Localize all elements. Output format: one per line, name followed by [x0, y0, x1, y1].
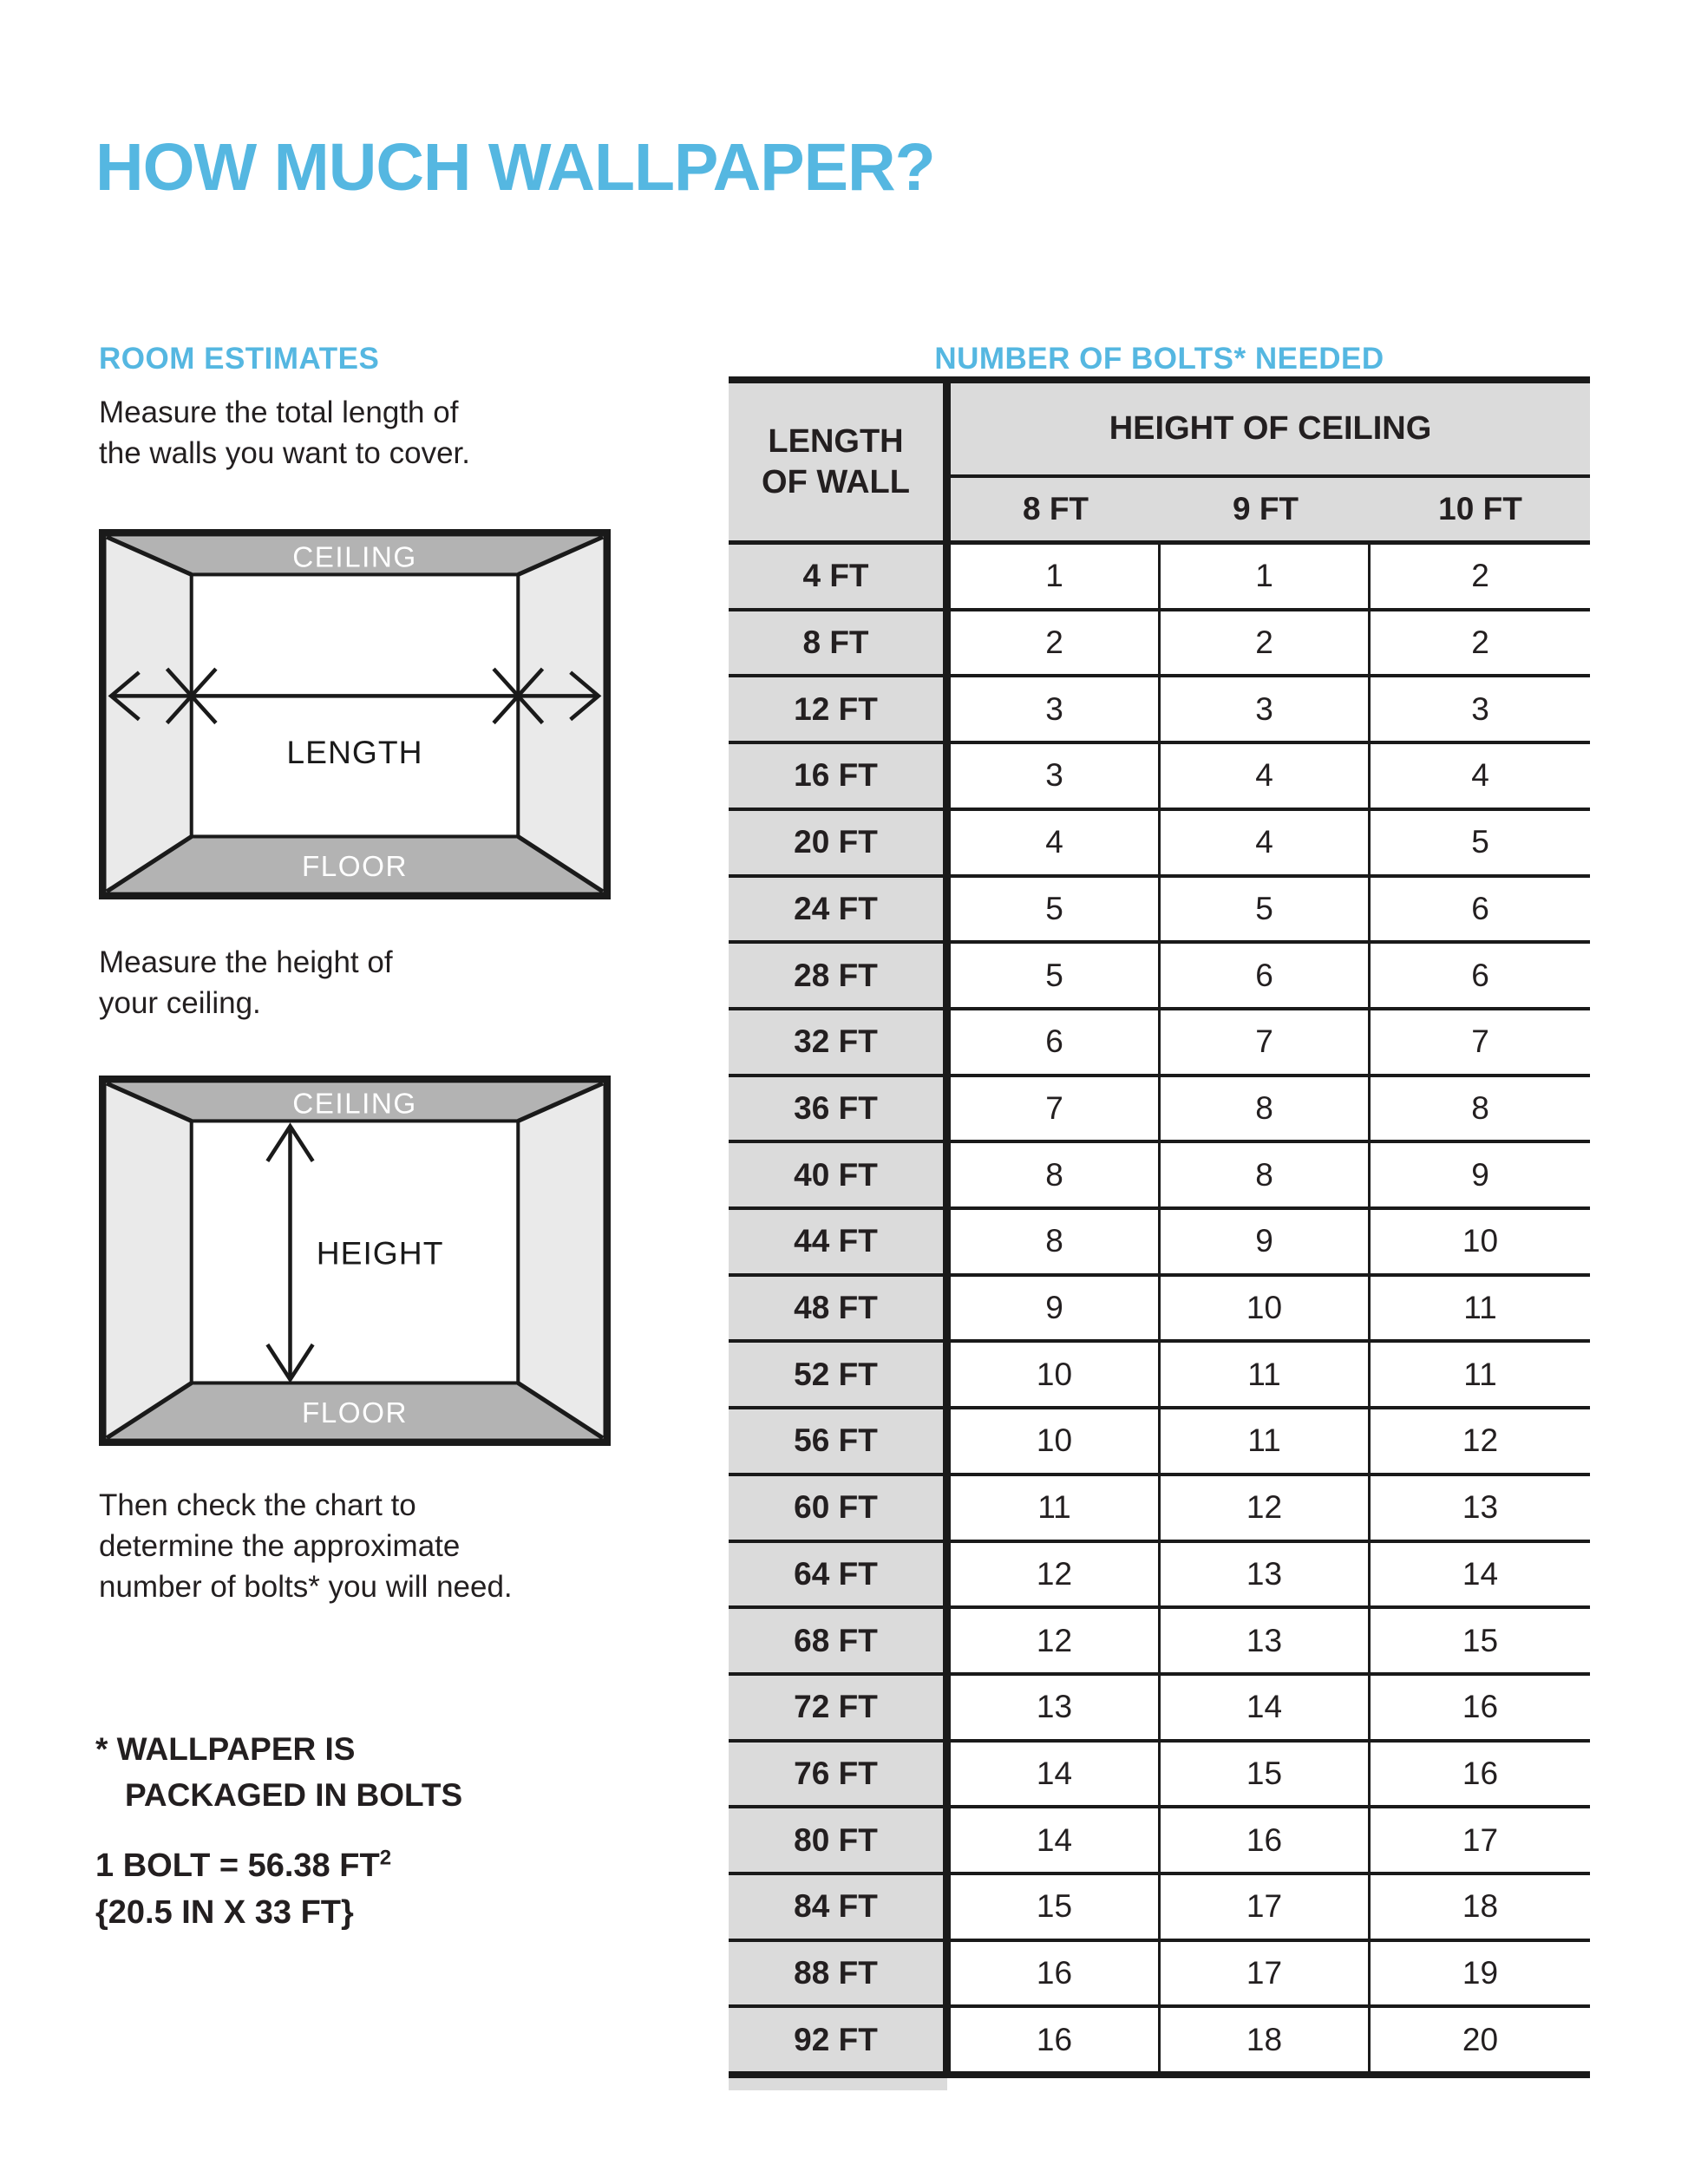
step1-line2: the walls you want to cover. [99, 436, 470, 470]
bolt-count-cell: 7 [951, 1077, 1161, 1141]
bolt-count-cell: 3 [1471, 690, 1489, 727]
ceiling-label: CEILING [292, 541, 417, 574]
table-row [729, 1875, 1590, 1942]
bolt-count-cell: 17 [1462, 1821, 1499, 1858]
step3-line3: number of bolts* you will need. [99, 1570, 513, 1604]
table-row [729, 611, 1590, 678]
table-row [729, 1609, 1590, 1676]
step3-line1: Then check the chart to [99, 1488, 416, 1522]
bolt-count-cell: 14 [951, 1743, 1161, 1806]
bolt-count-cell: 10 [951, 1343, 1161, 1406]
bolt-count-cell: 15 [951, 1875, 1161, 1939]
bolt-size-info [95, 1842, 391, 1936]
bolt-count-cell: 8 [1471, 1089, 1489, 1126]
bolt-count-cell: 2 [1161, 611, 1371, 675]
bolt-count-cell: 3 [951, 677, 1161, 741]
bolt-count-cell: 16 [1462, 1756, 1499, 1791]
row-label: 36 FT [729, 1077, 951, 1141]
bolt-count-cell: 6 [1471, 890, 1489, 926]
bolt-count-cell: 6 [1471, 957, 1489, 993]
table-row [729, 811, 1590, 878]
row-label: 24 FT [729, 878, 951, 941]
step3-line2: determine the approximate [99, 1529, 461, 1563]
bolt-count-cell: 13 [1462, 1489, 1499, 1526]
bolt-count-cell: 10 [1462, 1223, 1499, 1259]
height-label: HEIGHT [316, 1234, 444, 1272]
table-row [729, 1409, 1590, 1476]
floor-label: FLOOR [302, 1396, 408, 1429]
table-left-column-stub [729, 2078, 947, 2090]
bolt-count-cell: 15 [1462, 1622, 1499, 1658]
row-label: 8 FT [729, 611, 951, 675]
table-row [729, 878, 1590, 945]
bolt-count-cell: 5 [951, 878, 1161, 941]
bolt-count-cell: 11 [1463, 1290, 1497, 1326]
bolt-count-cell: 11 [1463, 1356, 1497, 1392]
right-wall-panel [518, 537, 603, 892]
bolt-count-cell: 10 [951, 1409, 1161, 1473]
bolt-count-cell: 17 [1161, 1875, 1371, 1939]
table-top-border [729, 376, 1590, 383]
column-headers [951, 478, 1590, 540]
step1-text [99, 392, 470, 474]
bolt-count-cell: 9 [1161, 1210, 1371, 1273]
table-row [729, 1676, 1590, 1743]
bolt-count-cell: 7 [1471, 1023, 1489, 1060]
table-body [729, 545, 1590, 2071]
bolt-count-cell: 4 [1161, 744, 1371, 808]
table-row [729, 1010, 1590, 1077]
bolts-table [729, 376, 1590, 2090]
bolt-size-line2: {20.5 IN X 33 FT} [95, 1894, 354, 1931]
bolt-count-cell: 14 [951, 1808, 1161, 1872]
row-label: 88 FT [729, 1942, 951, 2005]
step2-line1: Measure the height of [99, 945, 393, 979]
table-row [729, 1808, 1590, 1875]
table-row [729, 1343, 1590, 1409]
ceiling-label: CEILING [292, 1088, 417, 1121]
footnote-line1: * WALLPAPER IS [95, 1731, 356, 1767]
table-row [729, 744, 1590, 811]
room-length-diagram [99, 529, 611, 899]
superscript-2: 2 [379, 1846, 392, 1870]
bolt-count-cell: 17 [1161, 1942, 1371, 2005]
bolt-size-line1: 1 BOLT = 56.38 $FT^2$ [95, 1846, 392, 1884]
bolt-count-cell: 18 [1462, 1888, 1499, 1925]
table-row [729, 1277, 1590, 1344]
row-label: 68 FT [729, 1609, 951, 1672]
bolt-count-cell: 5 [1161, 878, 1371, 941]
bolt-count-cell: 14 [1462, 1555, 1499, 1592]
bolt-count-cell: 3 [951, 744, 1161, 808]
bolt-count-cell: 16 [951, 1942, 1161, 2005]
bolt-count-cell: 15 [1161, 1743, 1371, 1806]
col-header-8ft: 8 FT [1022, 491, 1089, 526]
row-label: 80 FT [729, 1808, 951, 1872]
page-title: HOW MUCH WALLPAPER? [95, 129, 935, 205]
row-label: 32 FT [729, 1010, 951, 1074]
row-label: 12 FT [729, 677, 951, 741]
row-label: 40 FT [729, 1143, 951, 1206]
bolt-count-cell: 2 [951, 611, 1161, 675]
room-estimates-heading: ROOM ESTIMATES [99, 342, 380, 376]
row-label: 76 FT [729, 1743, 951, 1806]
row-label: 44 FT [729, 1210, 951, 1273]
bolt-count-cell: 3 [1161, 677, 1371, 741]
row-label: 20 FT [729, 811, 951, 874]
bolts-needed-heading: NUMBER OF BOLTS* NEEDED [934, 342, 1384, 376]
bolt-count-cell: 16 [951, 2008, 1161, 2071]
row-label: 72 FT [729, 1676, 951, 1739]
bolt-count-cell: 9 [1471, 1156, 1489, 1193]
bolt-count-cell: 14 [1161, 1676, 1371, 1739]
bolt-count-cell: 13 [1161, 1609, 1371, 1672]
bolt-count-cell: 8 [1161, 1143, 1371, 1206]
bolt-count-cell: 2 [1471, 558, 1489, 594]
bolt-count-cell: 8 [1161, 1077, 1371, 1141]
table-bottom-border [729, 2071, 1590, 2078]
row-label: 4 FT [729, 545, 951, 608]
bolt-count-cell: 5 [951, 944, 1161, 1007]
bolt-count-cell: 12 [1462, 1422, 1499, 1459]
length-of-wall-header [729, 383, 951, 540]
bolt-count-cell: 6 [951, 1010, 1161, 1074]
table-row [729, 1543, 1590, 1610]
bolt-count-cell: 8 [951, 1210, 1161, 1273]
row-label: 64 FT [729, 1543, 951, 1606]
table-row [729, 1210, 1590, 1277]
col-header-10ft: 10 FT [1438, 491, 1522, 526]
corner-line1: LENGTH [768, 422, 904, 460]
bolt-count-cell: 4 [951, 811, 1161, 874]
table-row [729, 1476, 1590, 1543]
table-row [729, 1743, 1590, 1809]
step2-text [99, 942, 393, 1023]
footnote-line2: PACKAGED IN BOLTS [125, 1777, 463, 1813]
table-row [729, 677, 1590, 744]
left-wall-panel [107, 1083, 192, 1438]
step3-text [99, 1485, 513, 1607]
bolt-count-cell: 7 [1161, 1010, 1371, 1074]
bolt-count-cell: 11 [1161, 1343, 1371, 1406]
bolt-count-cell: 18 [1161, 2008, 1371, 2071]
step1-line1: Measure the total length of [99, 396, 459, 429]
bolt-count-cell: 19 [1462, 1955, 1499, 1991]
bolt-count-cell: 2 [1471, 624, 1489, 661]
row-label: 60 FT [729, 1476, 951, 1540]
floor-label: FLOOR [302, 850, 408, 883]
bolt-count-cell: 12 [951, 1543, 1161, 1606]
bolt-count-cell: 12 [1161, 1476, 1371, 1540]
bolt-count-cell: 5 [1471, 824, 1489, 860]
col-header-9ft: 9 FT [1232, 491, 1299, 526]
row-label: 28 FT [729, 944, 951, 1007]
row-label: 92 FT [729, 2008, 951, 2071]
height-of-ceiling-header: HEIGHT OF CEILING [1109, 410, 1432, 447]
row-label: 52 FT [729, 1343, 951, 1406]
table-row [729, 944, 1590, 1010]
bolt-count-cell: 9 [951, 1277, 1161, 1340]
table-data-header [951, 383, 1590, 540]
wallpaper-footnote [95, 1726, 462, 1818]
bolt-count-cell: 13 [951, 1676, 1161, 1739]
corner-line2: OF WALL [762, 463, 910, 500]
bolt-count-cell: 1 [951, 545, 1161, 608]
bolt-count-cell: 20 [1462, 2021, 1499, 2057]
bolt-count-cell: 11 [951, 1476, 1161, 1540]
left-wall-panel [107, 537, 192, 892]
bolt-count-cell: 16 [1161, 1808, 1371, 1872]
bolt-count-cell: 8 [951, 1143, 1161, 1206]
row-label: 48 FT [729, 1277, 951, 1340]
bolt-count-cell: 10 [1161, 1277, 1371, 1340]
bolt-count-cell: 6 [1161, 944, 1371, 1007]
table-row [729, 2008, 1590, 2071]
table-row [729, 1143, 1590, 1210]
bolt-count-cell: 12 [951, 1609, 1161, 1672]
bolt-count-cell: 13 [1161, 1543, 1371, 1606]
table-row [729, 545, 1590, 611]
step2-line2: your ceiling. [99, 986, 261, 1020]
room-height-diagram [99, 1076, 611, 1446]
back-wall [192, 574, 519, 836]
table-row [729, 1942, 1590, 2009]
row-label: 84 FT [729, 1875, 951, 1939]
right-wall-panel [518, 1083, 603, 1438]
bolt-count-cell: 4 [1161, 811, 1371, 874]
length-label: LENGTH [286, 733, 423, 770]
bolt-count-cell: 4 [1471, 757, 1489, 794]
row-label: 16 FT [729, 744, 951, 808]
bolt-count-cell: 11 [1161, 1409, 1371, 1473]
bolt-count-cell: 16 [1462, 1689, 1499, 1725]
row-label: 56 FT [729, 1409, 951, 1473]
table-row [729, 1077, 1590, 1144]
bolt-count-cell: 1 [1161, 545, 1371, 608]
